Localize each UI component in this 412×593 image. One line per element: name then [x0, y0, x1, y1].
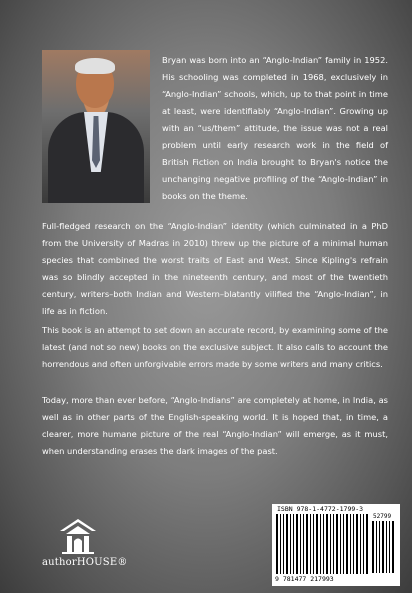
price-barcode-bars [372, 521, 396, 573]
body-paragraph-1: Full-fledged research on the “Anglo-Indian” identity (which culminated in a PhD from the University of Madras in 2010) threw up the picture of a minimal human species that combined the worst traits of East and West. Since Kipling's refrain was so blindly accepted in the nineteenth century, and most of the twentieth century, writers–both Indian and Western–blatantly vilified the “Anglo-Indian”, in life as in fiction. [42, 221, 388, 316]
body-paragraph-2: This book is an attempt to set down an accurate record, by examining some of the latest (and not so new) books on the exclusive subject. It also calls to account the horrendous and often unforgivable errors made by some writers and many critics. [42, 325, 388, 369]
barcode-digits: 9 781477 217993 [275, 575, 334, 583]
isbn-text: ISBN 978-1-4772-1799-3 [277, 505, 364, 513]
author-photo [42, 50, 150, 203]
barcode [272, 504, 400, 586]
publisher-name: authorHOUSE® [42, 557, 128, 568]
authorhouse-logo-icon [58, 517, 98, 555]
body-paragraph-3: Today, more than ever before, “Anglo-Indians” are completely at home, in India, as well as in other parts of the English-speaking world. It is hoped that, in time, a clearer, more humane picture of the real “Anglo-Indian” will emerge, as it must, when understanding erases the dark images of the past. [42, 395, 388, 456]
barcode-bars [276, 514, 370, 574]
publisher-logo [42, 517, 130, 572]
author-bio: Bryan was born into an “Anglo-Indian” family in 1952. His schooling was completed in 1968, exclusively in “Anglo-Indian” schools, which, up to that point in time at least, were identifiably “Anglo-Indian”. Growing up with an “us/them” attitude, the issue was not a real problem until early research work in the field of British Fiction on India brought to Bryan's notice the unchanging negative profiling of the “Anglo-Indian” in books on the theme. [162, 55, 388, 201]
price-code: 52799 [373, 513, 392, 520]
